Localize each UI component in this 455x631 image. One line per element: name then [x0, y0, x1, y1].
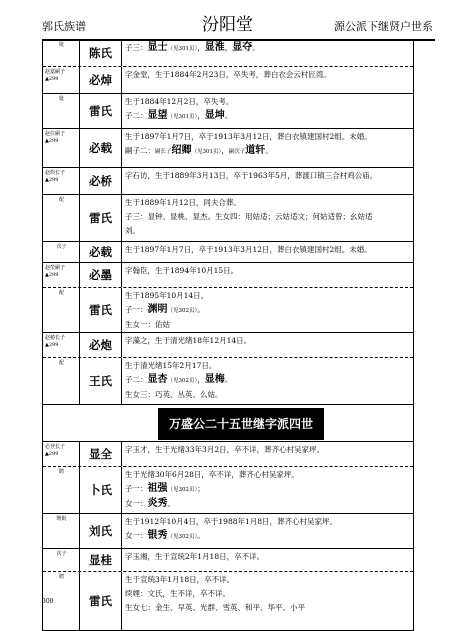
- text-segment: 生于光绪30年6月28日，卒不详，葬齐心村吴家坪。: [125, 470, 299, 479]
- relation-label: 赵椿长子: [45, 335, 66, 341]
- relation-label: 聘: [58, 469, 64, 475]
- text-segment: 。: [197, 531, 205, 540]
- person-name: 显全: [79, 442, 121, 466]
- biography-line: [125, 243, 410, 257]
- text-segment: 字翰臣，生于1894年10月15日。: [125, 266, 239, 275]
- text-segment: ，: [224, 43, 233, 52]
- biography-line: [125, 443, 410, 457]
- relation-label: 配: [58, 290, 64, 296]
- text-segment: 。: [265, 146, 273, 155]
- biography-line: [125, 303, 410, 318]
- note: （见301页）: [191, 149, 222, 155]
- text-segment: 子一：: [125, 305, 148, 314]
- text-segment: 生于1897年1月7日，卒于1913年3月12日，葬白衣镇建国村2组。未婚。: [125, 132, 372, 141]
- text-segment: ，: [197, 111, 205, 120]
- child-name: 显梅: [204, 374, 225, 385]
- relation-cell: [43, 442, 79, 466]
- person-name: 必焯: [79, 67, 121, 93]
- text-segment: 女一：: [125, 499, 148, 508]
- person-name: 雷氏: [79, 288, 121, 332]
- biography-line: [125, 210, 410, 224]
- text-segment: 字藻之，生于清光绪18年12月14日。: [125, 336, 252, 345]
- person-row: [43, 572, 413, 631]
- text-segment: 。: [197, 305, 205, 314]
- text-segment: 生女七：金生、早英、光群、雪英、和平、华平、小平: [125, 603, 305, 612]
- biography-line: [125, 109, 410, 124]
- text-segment: 生女一：佑姑: [125, 320, 170, 329]
- text-segment: 。: [252, 43, 260, 52]
- text-segment: 生于清光绪15年2月17日。: [125, 361, 217, 370]
- biography-line: [125, 515, 410, 529]
- text-segment: 子二：: [125, 111, 148, 120]
- relation-label: 妣: [58, 42, 64, 48]
- note: （见302页）: [167, 308, 198, 314]
- child-name: 银秀: [147, 530, 168, 541]
- child-name: 道轩: [245, 145, 266, 156]
- text-segment: 生于宣统3年1月18日，卒不详。: [125, 575, 235, 584]
- biography-line: [125, 95, 410, 109]
- biography-line: [125, 601, 410, 615]
- note: （见301页）: [167, 46, 198, 52]
- generation-banner-row: [43, 405, 413, 442]
- person-row: [43, 467, 413, 514]
- child-name: 显望: [147, 110, 168, 121]
- text-segment: 生于1912年10月4日，卒于1988年1月8日，葬齐心村吴家坪。: [125, 517, 338, 526]
- child-name: 显杏: [147, 374, 168, 385]
- child-name: 显夺: [232, 42, 253, 53]
- note: （见302页）: [167, 487, 198, 493]
- child-name: 显淮: [204, 42, 225, 53]
- biography-cell: [121, 263, 413, 287]
- text-segment: 嗣子二：: [125, 146, 155, 155]
- relation-label: 赵嘉嗣子: [45, 69, 66, 75]
- person-name: 刘氏: [79, 514, 121, 548]
- biography-line: [125, 334, 410, 348]
- relation-label: 赵位嗣子: [45, 131, 66, 137]
- biography-cell: [121, 67, 413, 93]
- page-header: [0, 0, 455, 40]
- text-segment: 子一：: [125, 484, 148, 493]
- biography-line: [125, 359, 410, 373]
- text-segment: 字金堂，生于1884年2月23日，卒失考，葬白衣会云村匠湾。: [125, 70, 331, 79]
- biography-cell: [121, 40, 413, 66]
- person-row: [43, 263, 413, 288]
- biography-cell: [121, 549, 413, 571]
- biography-cell: [121, 94, 413, 128]
- relation-cell: [43, 40, 79, 66]
- biography-line: [125, 264, 410, 278]
- note: （见302页）: [167, 534, 198, 540]
- relation-label: 继妣: [56, 516, 67, 522]
- relation-cell: [43, 263, 79, 287]
- person-name: 雷氏: [79, 195, 121, 241]
- child-name: 炎秀: [147, 498, 168, 509]
- biography-cell: [121, 572, 413, 630]
- biography-cell: [121, 358, 413, 404]
- note: （见302页）: [167, 378, 198, 384]
- text-segment: 生于1889年1月12日，同夫合葬。: [125, 198, 241, 207]
- biography-line: [125, 388, 410, 402]
- child-name: 显士: [147, 42, 168, 53]
- biography-line: [125, 41, 410, 56]
- relation-label: 配: [58, 360, 64, 366]
- relation-label: 次子: [56, 244, 67, 250]
- text-segment: 刘。: [125, 226, 140, 235]
- page-ref: ▲299: [45, 272, 59, 278]
- text-segment: 字玉湘，生于宣统2年1月18日，卒不详。: [125, 552, 265, 561]
- note: 嗣次子: [228, 149, 246, 155]
- person-row: [43, 442, 413, 467]
- biography-line: [125, 373, 410, 388]
- biography-line: [125, 68, 410, 82]
- relation-label: 赵瑩嗣子: [45, 265, 66, 271]
- text-segment: ，: [221, 146, 229, 155]
- biography-line: [125, 318, 410, 332]
- text-segment: ；: [197, 484, 205, 493]
- text-segment: 子二：: [125, 375, 148, 384]
- biography-line: [125, 482, 410, 497]
- relation-cell: [43, 333, 79, 357]
- relation-label: 聘: [58, 574, 64, 580]
- biography-cell: [121, 442, 413, 466]
- person-name: 必桥: [79, 168, 121, 194]
- person-row: [43, 358, 413, 405]
- person-row: [43, 195, 413, 242]
- text-segment: 子三：: [125, 43, 148, 52]
- person-row: [43, 514, 413, 549]
- person-row: [43, 288, 413, 333]
- person-name: 必载: [79, 242, 121, 262]
- biography-line: [125, 529, 410, 544]
- biography-cell: [121, 514, 413, 548]
- person-name: 王氏: [79, 358, 121, 404]
- biography-cell: [121, 288, 413, 332]
- biography-line: [125, 144, 410, 159]
- biography-line: [125, 497, 410, 511]
- text-segment: 生于1884年12月2日，卒失考。: [125, 97, 234, 106]
- relation-label: 次子: [56, 551, 67, 557]
- biography-line: [125, 587, 410, 601]
- biography-line: [125, 130, 410, 144]
- generation-banner: 万盛公二十五世继字派四世: [158, 408, 324, 440]
- text-segment: 。: [167, 499, 175, 508]
- note: （见301页）: [167, 114, 198, 120]
- person-name: 必载: [79, 129, 121, 167]
- book-title: 郭氏族谱: [42, 20, 86, 33]
- biography-cell: [121, 129, 413, 167]
- biography-cell: [121, 467, 413, 513]
- relation-cell: [43, 129, 79, 167]
- page-ref: ▲299: [45, 451, 59, 457]
- biography-line: [125, 289, 410, 303]
- note: 嗣长子: [155, 149, 172, 155]
- hall-name: 汾阳堂: [202, 15, 253, 35]
- relation-label: 妣: [58, 96, 64, 102]
- text-segment: 字石访，生于1889年3月13日，卒于1963年5月，葬渡口镇三合村鸡公庙。: [125, 171, 378, 180]
- relation-cell: [43, 195, 79, 241]
- person-row: [43, 40, 413, 67]
- text-segment: 生女三：巧英、丛英、么姑。: [125, 390, 223, 399]
- relation-cell: [43, 358, 79, 404]
- text-segment: ，: [197, 43, 205, 52]
- relation-cell: [43, 514, 79, 548]
- page-ref: ▲299: [45, 76, 59, 82]
- section-title: 源公派下继贤户世系: [334, 20, 433, 33]
- text-segment: ，: [197, 375, 205, 384]
- biography-line: [125, 468, 410, 482]
- biography-line: [125, 196, 410, 210]
- person-row: [43, 94, 413, 129]
- relation-cell: [43, 467, 79, 513]
- biography-line: [125, 224, 410, 238]
- page-ref: ▲299: [45, 138, 59, 144]
- person-row: [43, 333, 413, 358]
- person-name: 雷氏: [79, 94, 121, 128]
- person-row: [43, 242, 413, 263]
- page-ref: ▲299: [45, 342, 59, 348]
- page-ref: ▲299: [45, 177, 59, 183]
- biography-line: [125, 550, 410, 564]
- text-segment: 续娌：文氏，生不详，卒不详。: [125, 589, 230, 598]
- person-name: 必墨: [79, 263, 121, 287]
- child-name: 绍卿: [171, 145, 192, 156]
- relation-label: 必登长子: [45, 444, 66, 450]
- text-segment: 。: [224, 111, 233, 120]
- relation-label: 配: [58, 197, 64, 203]
- person-name: 显桂: [79, 549, 121, 571]
- relation-cell: [43, 288, 79, 332]
- biography-line: [125, 573, 410, 587]
- text-segment: 女一：: [125, 531, 148, 540]
- person-name: 陈氏: [79, 40, 121, 66]
- person-name: 卜氏: [79, 467, 121, 513]
- biography-line: [125, 169, 410, 183]
- text-segment: 生于1897年1月7日，卒于1913年3月12日，葬白衣镇建国村2组。未婚。: [125, 245, 372, 254]
- child-name: 显坤: [204, 110, 225, 121]
- biography-cell: [121, 168, 413, 194]
- biography-cell: [121, 333, 413, 357]
- text-segment: 子三：显钟、显桃、显杰。生女四：用姑适；云姑适文；何姑适曾；幺姑适: [125, 212, 373, 221]
- relation-cell: [43, 168, 79, 194]
- relation-cell: [43, 67, 79, 93]
- person-row: [43, 129, 413, 168]
- relation-cell: [43, 242, 79, 262]
- person-row: [43, 67, 413, 94]
- person-name: 必炮: [79, 333, 121, 357]
- relation-cell: [43, 94, 79, 128]
- text-segment: 。: [224, 375, 233, 384]
- child-name: 祖强: [147, 483, 168, 494]
- biography-cell: [121, 195, 413, 241]
- relation-cell: [43, 549, 79, 571]
- genealogy-table: [42, 40, 414, 631]
- relation-label: 赵煜长子: [45, 170, 66, 176]
- text-segment: 生于1895年10月14日。: [125, 291, 209, 300]
- person-row: [43, 549, 413, 572]
- child-name: 渊明: [147, 304, 168, 315]
- biography-cell: [121, 242, 413, 262]
- page-number: 300: [42, 598, 54, 605]
- text-segment: 字玉才，生于光绪33年3月2日，卒不详，葬齐心村吴家坪。: [125, 445, 325, 454]
- person-row: [43, 168, 413, 195]
- person-name: 雷氏: [79, 572, 121, 630]
